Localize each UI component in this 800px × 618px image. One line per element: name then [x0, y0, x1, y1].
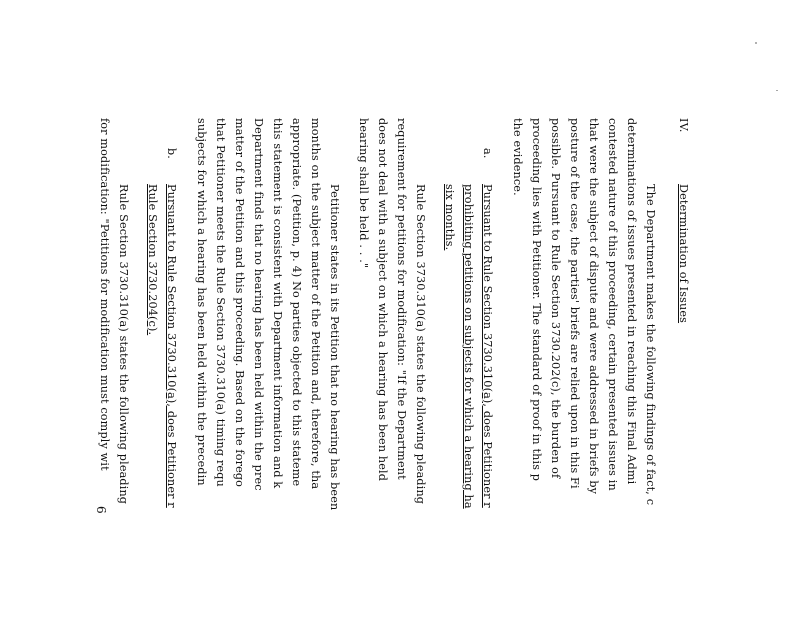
paragraph-line: subjects for which a hearing has been held within the precedin [195, 118, 208, 486]
intro-line: possible. Pursuant to Rule Section 3730.202(c), the burden of [549, 118, 562, 479]
paragraph-line: Rule Section 3730.310(a) states the following pleading [117, 184, 130, 505]
paragraph-line: requirement for petitions for modification: "If the Department [395, 118, 408, 480]
paragraph-line: hearing shall be held . . ." [357, 118, 370, 269]
section-number: IV. [677, 118, 690, 133]
intro-line: contested nature of this proceeding, certain presented issues in [606, 118, 619, 491]
paragraph-line: matter of the Petition and this proceeding. Based on the forego [233, 118, 246, 488]
paragraph-line: does not deal with a subject on which a hearing has been held [376, 118, 389, 482]
paragraph-line: Rule Section 3730.310(a) states the following pleading [414, 184, 427, 505]
paragraph-line: Petitioner states in its Petition that no hearing has been [328, 184, 341, 511]
issue-marker: a. [481, 148, 494, 159]
scan-speck [755, 42, 757, 44]
issue-heading-line: Rule Section 3730.204(c). [146, 184, 159, 336]
paragraph-line: appropriate. (Petition, p. 4) No parties objected to this stateme [290, 118, 303, 487]
issue-heading-line: Pursuant to Rule Section 3730.310(a), does Petitioner r [165, 184, 178, 508]
intro-line: determinations of issues presented in reaching this Final Admi [625, 118, 638, 485]
issue-heading-line: six months. [443, 184, 456, 251]
issue-marker: b. [165, 148, 178, 160]
issue-heading-line: prohibiting petitions on subjects for which a hearing ha [462, 184, 475, 509]
document-page [40, 118, 690, 618]
section-title: Determination of Issues [677, 184, 690, 324]
intro-line: that were the subject of dispute and were addressed in briefs by [587, 118, 600, 495]
intro-line: proceeding lies with Petitioner. The standard of proof in this p [530, 118, 543, 482]
intro-line: The Department makes the following findings of fact, c [644, 184, 657, 506]
issue-heading-line: Pursuant to Rule Section 3730.310(a), does Petitioner r [481, 184, 494, 508]
paragraph-line: for modification: "Petitions for modification must comply wit [98, 118, 111, 471]
paragraph-line: that Petitioner meets the Rule Section 3730.310(a) timing requ [214, 118, 227, 487]
scan-speck [776, 90, 778, 91]
intro-line: posture of the case, the parties' briefs are relied upon in this Fi [568, 118, 581, 489]
paragraph-line: months on the subject matter of the Petition and, therefore, tha [309, 118, 322, 490]
intro-line: the evidence. [511, 118, 524, 196]
page-number: 6 [94, 506, 108, 514]
paragraph-line: Department finds that no hearing has been held within the prec [252, 118, 265, 491]
paragraph-line: this statement is consistent with Department information and k [271, 118, 284, 489]
